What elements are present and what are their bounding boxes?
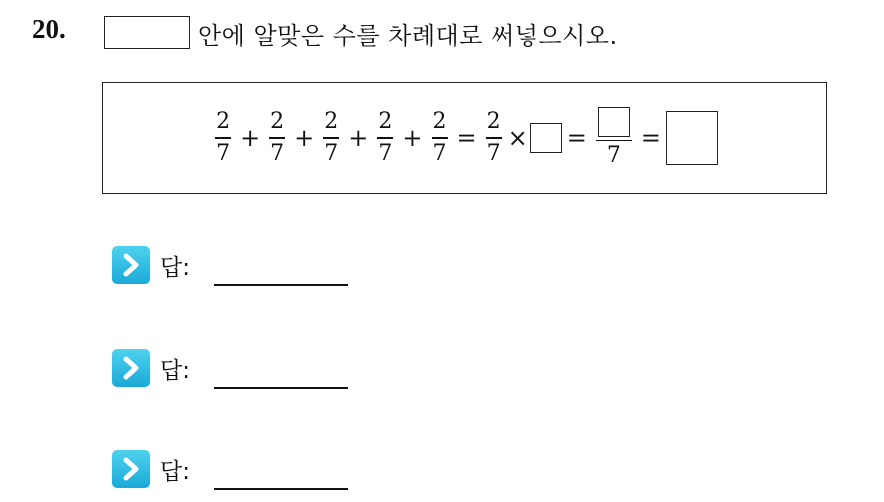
answer-line[interactable] <box>214 488 348 490</box>
answer-box-numerator[interactable] <box>598 107 630 137</box>
question-number: 20. <box>32 14 66 44</box>
times-sign: × <box>507 124 528 152</box>
plus-sign: + <box>402 124 423 152</box>
chevron-right-icon <box>112 246 150 284</box>
chevron-right-icon <box>112 349 150 387</box>
fraction-bar <box>596 140 632 142</box>
question-text: 안에 알맞은 수를 차례대로 써넣으시오. <box>198 22 618 50</box>
fraction-numerator: 2 <box>270 109 285 135</box>
fraction-bar <box>215 137 231 139</box>
answer-box-result[interactable] <box>666 111 718 165</box>
fraction-numerator: 2 <box>432 109 447 135</box>
fraction-denominator: 7 <box>432 140 447 166</box>
equals-sign: = <box>456 124 477 152</box>
equals-sign: = <box>566 124 587 152</box>
fraction-denominator: 7 <box>216 140 231 166</box>
answer-box-multiplier[interactable] <box>530 123 562 153</box>
fraction-numerator: 2 <box>324 109 339 135</box>
fraction-numerator: 2 <box>216 109 231 135</box>
answer-label: 답: <box>160 459 190 485</box>
answer-label: 답: <box>160 255 190 281</box>
answer-label: 답: <box>160 358 190 384</box>
equals-sign: = <box>640 124 661 152</box>
fraction-6 <box>486 109 502 167</box>
answer-row-3 <box>112 450 352 490</box>
fraction-denominator: 7 <box>378 140 393 166</box>
fraction-bar <box>269 137 285 139</box>
answer-line[interactable] <box>214 387 348 389</box>
fraction-denominator: 7 <box>324 140 339 166</box>
fraction-bar <box>486 137 502 139</box>
fraction-3 <box>323 109 339 167</box>
fraction-bar <box>377 137 393 139</box>
fraction-denominator: 7 <box>486 140 501 166</box>
fraction-denominator: 7 <box>270 140 285 166</box>
answer-line[interactable] <box>214 284 348 286</box>
fraction-bar <box>432 137 448 139</box>
equation-frame <box>102 82 827 194</box>
chevron-right-icon <box>112 450 150 488</box>
fraction-1 <box>215 109 231 167</box>
fraction-2 <box>269 109 285 167</box>
answer-row-2 <box>112 349 352 389</box>
plus-sign: + <box>240 124 261 152</box>
fraction-5 <box>432 109 448 167</box>
fraction-bar <box>323 137 339 139</box>
fraction-blank-numerator <box>596 107 632 170</box>
answer-row-1 <box>112 246 352 286</box>
equation <box>103 83 826 193</box>
plus-sign: + <box>294 124 315 152</box>
fraction-denominator: 7 <box>606 143 621 169</box>
plus-sign: + <box>348 124 369 152</box>
fraction-numerator: 2 <box>378 109 393 135</box>
fraction-4 <box>377 109 393 167</box>
fraction-numerator: 2 <box>486 109 501 135</box>
blank-box-legend <box>104 16 190 49</box>
